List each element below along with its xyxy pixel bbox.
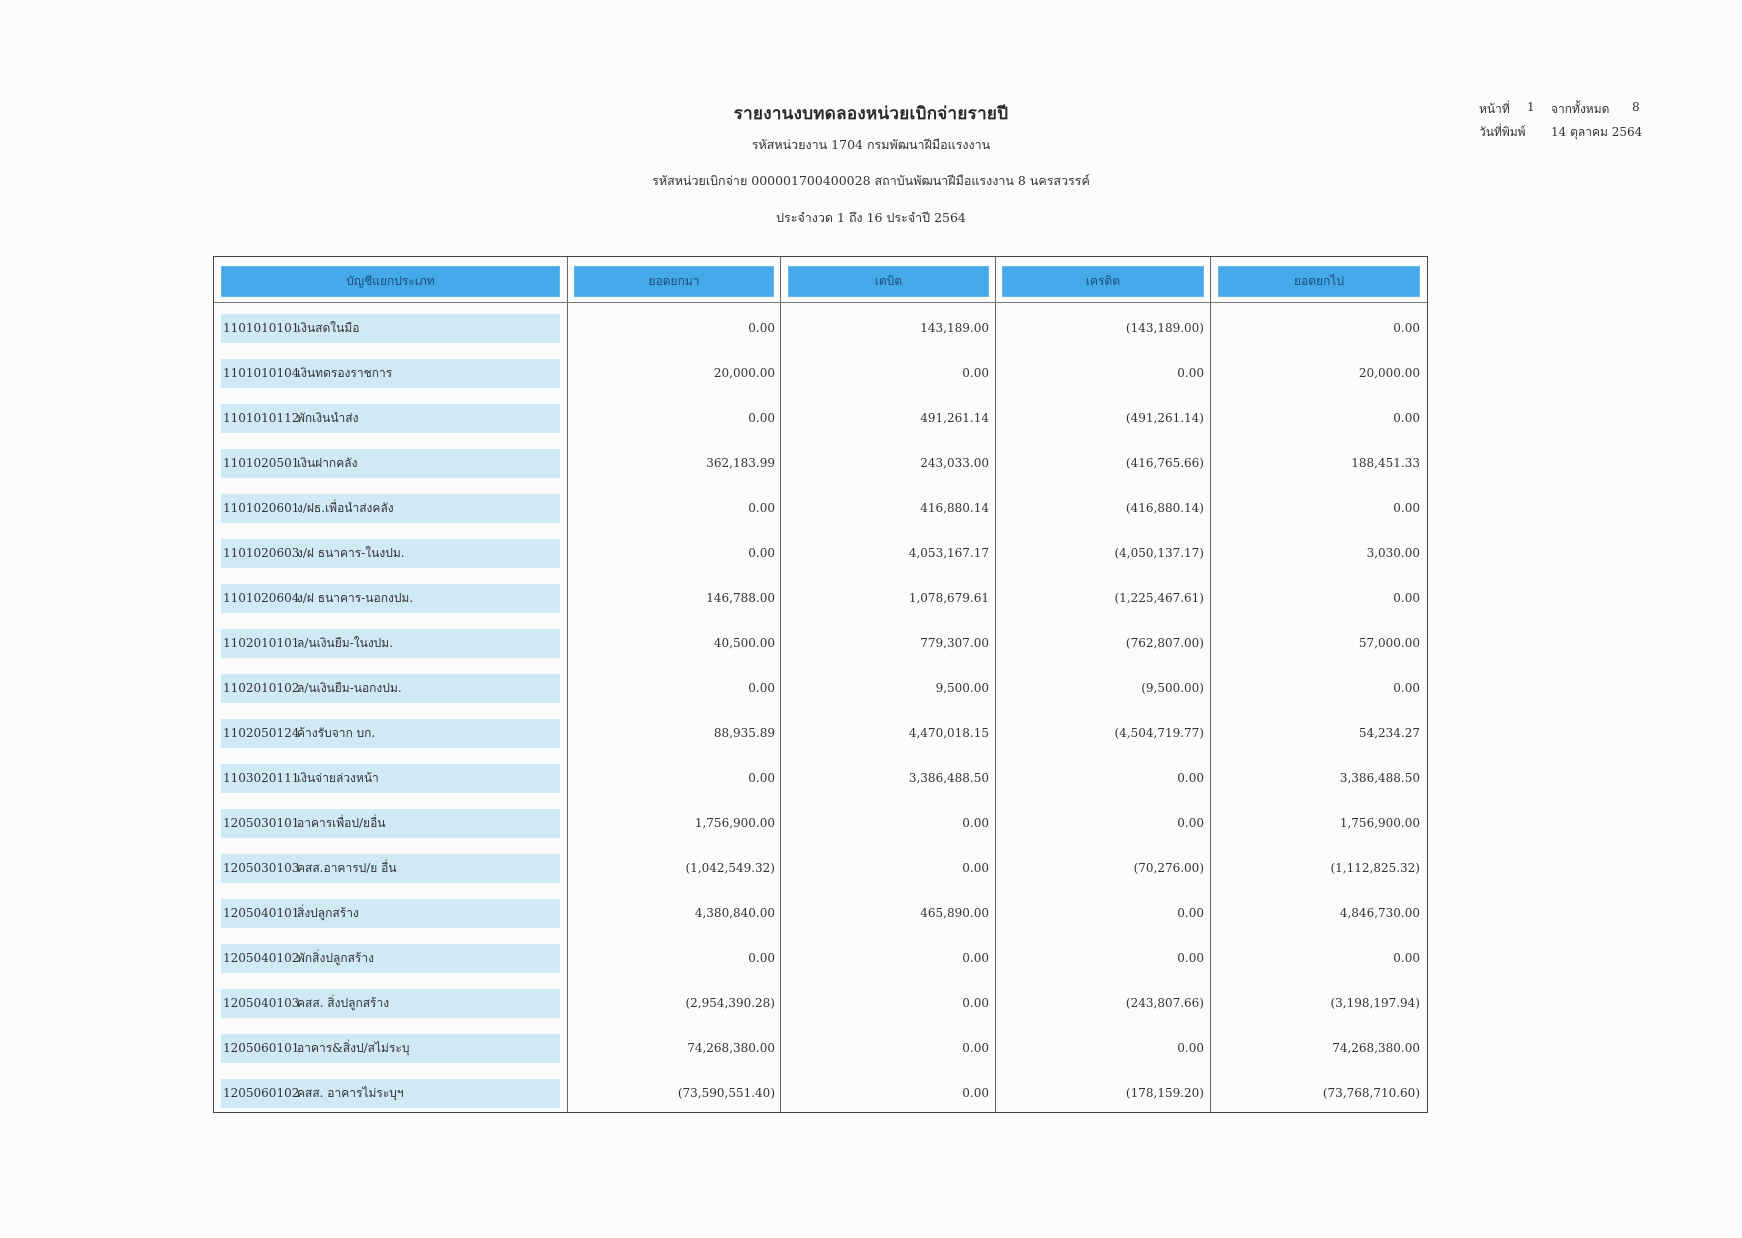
account-cell xyxy=(223,359,392,388)
page-label: หน้าที่ xyxy=(1479,102,1510,116)
account-code: 1205040103 xyxy=(223,996,300,1010)
cell-debit: 1,078,679.61 xyxy=(908,591,989,605)
cell-credit: (243,807.66) xyxy=(1125,996,1204,1010)
account-code: 1205060102 xyxy=(223,1086,300,1100)
cell-credit: (1,225,467.61) xyxy=(1114,591,1204,605)
account-name: คสส. อาคารไม่ระบุฯ xyxy=(297,1086,404,1100)
page-number: 1 xyxy=(1527,100,1535,114)
cell-debit: 3,386,488.50 xyxy=(908,771,989,785)
account-code: 1102010101 xyxy=(223,636,300,650)
cell-brought-forward: (73,590,551.40) xyxy=(677,1086,775,1100)
cell-credit: (491,261.14) xyxy=(1125,411,1204,425)
cell-carried-forward: 0.00 xyxy=(1393,591,1420,605)
cell-debit: 243,033.00 xyxy=(920,456,989,470)
cell-credit: (762,807.00) xyxy=(1125,636,1204,650)
cell-brought-forward: 0.00 xyxy=(748,771,775,785)
account-name: คสส.อาคารป/ย อื่น xyxy=(297,861,397,875)
agency-line: รหัสหน่วยงาน 1704 กรมพัฒนาฝีมือแรงงาน xyxy=(751,137,991,152)
print-date-label: วันที่พิมพ์ xyxy=(1479,125,1526,139)
period-line: ประจำงวด 1 ถึง 16 ประจำปี 2564 xyxy=(776,210,966,225)
cell-brought-forward: 74,268,380.00 xyxy=(687,1041,775,1055)
account-code: 1205030103 xyxy=(223,861,300,875)
account-code: 1101020601 xyxy=(223,501,300,515)
cell-credit: 0.00 xyxy=(1177,951,1204,965)
account-name: ค้างรับจาก บก. xyxy=(297,726,376,740)
cell-debit: 0.00 xyxy=(962,366,989,380)
account-code: 1102010102 xyxy=(223,681,300,695)
cell-debit: 0.00 xyxy=(962,1086,989,1100)
account-cell xyxy=(223,539,405,568)
cell-brought-forward: 0.00 xyxy=(748,546,775,560)
cell-brought-forward: (1,042,549.32) xyxy=(685,861,775,875)
cell-carried-forward: (1,112,825.32) xyxy=(1330,861,1420,875)
account-cell xyxy=(223,989,389,1018)
cell-debit: 491,261.14 xyxy=(920,411,989,425)
account-cell xyxy=(223,764,379,793)
account-code: 1102050124 xyxy=(223,726,300,740)
cell-carried-forward: 4,846,730.00 xyxy=(1339,906,1420,920)
cell-brought-forward: 0.00 xyxy=(748,411,775,425)
cell-carried-forward: 20,000.00 xyxy=(1358,366,1420,380)
cell-brought-forward: 40,500.00 xyxy=(713,636,775,650)
account-code: 1205040102 xyxy=(223,951,300,965)
account-cell xyxy=(223,629,393,658)
total-pages-label: จากทั้งหมด xyxy=(1551,102,1610,116)
total-pages: 8 xyxy=(1632,100,1640,114)
cell-carried-forward: 0.00 xyxy=(1393,321,1420,335)
cell-credit: (416,880.14) xyxy=(1125,501,1204,515)
cell-brought-forward: 0.00 xyxy=(748,951,775,965)
account-code: 1205030101 xyxy=(223,816,300,830)
cell-debit: 0.00 xyxy=(962,861,989,875)
column-divider xyxy=(567,257,568,1112)
cell-credit: (70,276.00) xyxy=(1133,861,1204,875)
cell-carried-forward: 1,756,900.00 xyxy=(1339,816,1420,830)
account-cell xyxy=(223,1034,409,1063)
header-rule xyxy=(214,302,1427,303)
account-cell xyxy=(223,584,413,613)
cell-credit: 0.00 xyxy=(1177,1041,1204,1055)
cell-debit: 0.00 xyxy=(962,996,989,1010)
cell-credit: 0.00 xyxy=(1177,771,1204,785)
account-name: สิ่งปลูกสร้าง xyxy=(297,906,359,920)
cell-carried-forward: 0.00 xyxy=(1393,681,1420,695)
cell-credit: (9,500.00) xyxy=(1141,681,1204,695)
account-name: อาคารเพื่อป/ยอื่น xyxy=(297,816,386,830)
cell-debit: 4,053,167.17 xyxy=(908,546,989,560)
account-name: อาคาร&สิ่งป/สไม่ระบุ xyxy=(297,1041,410,1055)
account-code: 1101010112 xyxy=(223,411,300,425)
account-code: 1101020603 xyxy=(223,546,300,560)
column-divider xyxy=(1210,257,1211,1112)
print-date: 14 ตุลาคม 2564 xyxy=(1551,125,1643,139)
account-cell xyxy=(223,404,358,433)
cell-credit: (4,504,719.77) xyxy=(1114,726,1204,740)
report-title: รายงานงบทดลองหน่วยเบิกจ่ายรายปี xyxy=(733,104,1009,124)
cell-credit: 0.00 xyxy=(1177,816,1204,830)
cell-brought-forward: 88,935.89 xyxy=(713,726,775,740)
account-name: ง/ฝ ธนาคาร-นอกงปม. xyxy=(297,591,414,605)
account-cell xyxy=(223,449,357,478)
account-cell xyxy=(223,899,359,928)
cell-brought-forward: 362,183.99 xyxy=(706,456,775,470)
account-cell xyxy=(223,854,397,883)
cell-brought-forward: 146,788.00 xyxy=(706,591,775,605)
cell-carried-forward: 0.00 xyxy=(1393,951,1420,965)
cell-carried-forward: 0.00 xyxy=(1393,501,1420,515)
header-brought-forward: ยอดยกมา xyxy=(574,266,774,297)
cell-debit: 0.00 xyxy=(962,1041,989,1055)
account-code: 1101010104 xyxy=(223,366,300,380)
account-cell xyxy=(223,1079,404,1108)
cell-credit: 0.00 xyxy=(1177,906,1204,920)
account-name: ง/ฝ ธนาคาร-ในงปม. xyxy=(297,546,405,560)
account-cell xyxy=(223,944,374,973)
cell-brought-forward: (2,954,390.28) xyxy=(685,996,775,1010)
cell-carried-forward: 54,234.27 xyxy=(1358,726,1420,740)
trial-balance-table xyxy=(213,256,1428,1113)
cell-carried-forward: (3,198,197.94) xyxy=(1330,996,1420,1010)
cell-credit: (416,765.66) xyxy=(1125,456,1204,470)
cell-carried-forward: (73,768,710.60) xyxy=(1322,1086,1420,1100)
cell-credit: (178,159.20) xyxy=(1125,1086,1204,1100)
account-name: เงินทดรองราชการ xyxy=(297,366,393,380)
account-code: 1101020604 xyxy=(223,591,300,605)
account-cell xyxy=(223,674,402,703)
cell-credit: (143,189.00) xyxy=(1125,321,1204,335)
account-name: คสส. สิ่งปลูกสร้าง xyxy=(297,996,390,1010)
cell-carried-forward: 3,386,488.50 xyxy=(1339,771,1420,785)
cell-carried-forward: 3,030.00 xyxy=(1366,546,1420,560)
account-cell xyxy=(223,809,385,838)
cell-brought-forward: 20,000.00 xyxy=(713,366,775,380)
account-cell xyxy=(223,314,359,343)
cell-debit: 465,890.00 xyxy=(920,906,989,920)
cell-brought-forward: 4,380,840.00 xyxy=(694,906,775,920)
account-name: ล/นเงินยืม-นอกงปม. xyxy=(297,681,402,695)
cell-carried-forward: 74,268,380.00 xyxy=(1332,1041,1420,1055)
cell-debit: 4,470,018.15 xyxy=(908,726,989,740)
cell-debit: 0.00 xyxy=(962,816,989,830)
account-cell xyxy=(223,494,394,523)
cell-debit: 9,500.00 xyxy=(935,681,989,695)
cell-brought-forward: 1,756,900.00 xyxy=(694,816,775,830)
cell-brought-forward: 0.00 xyxy=(748,321,775,335)
cell-debit: 0.00 xyxy=(962,951,989,965)
cell-credit: 0.00 xyxy=(1177,366,1204,380)
header-account: บัญชีแยกประเภท xyxy=(221,266,560,297)
account-name: ล/นเงินยืม-ในงปม. xyxy=(297,636,394,650)
cell-carried-forward: 57,000.00 xyxy=(1358,636,1420,650)
disbursing-unit-line: รหัสหน่วยเบิกจ่าย 000001700400028 สถาบันพัฒนาฝีมือแรงงาน 8 นครสวรรค์ xyxy=(652,173,1090,188)
account-code: 1101020501 xyxy=(223,456,300,470)
header-carried-forward: ยอดยกไป xyxy=(1218,266,1420,297)
cell-carried-forward: 188,451.33 xyxy=(1351,456,1420,470)
cell-brought-forward: 0.00 xyxy=(748,501,775,515)
account-cell xyxy=(223,719,375,748)
cell-debit: 416,880.14 xyxy=(920,501,989,515)
account-name: เงินฝากคลัง xyxy=(297,456,358,470)
cell-credit: (4,050,137.17) xyxy=(1114,546,1204,560)
account-name: เงินจ่ายล่วงหน้า xyxy=(297,771,379,785)
account-code: 1101010101 xyxy=(223,321,300,335)
account-code: 1205060101 xyxy=(223,1041,300,1055)
header-credit: เครดิต xyxy=(1002,266,1204,297)
cell-carried-forward: 0.00 xyxy=(1393,411,1420,425)
cell-brought-forward: 0.00 xyxy=(748,681,775,695)
cell-debit: 779,307.00 xyxy=(920,636,989,650)
account-name: พักเงินนำส่ง xyxy=(297,411,359,425)
account-code: 1205040101 xyxy=(223,906,300,920)
account-name: เงินสดในมือ xyxy=(297,321,360,335)
column-divider xyxy=(780,257,781,1112)
account-name: พักสิ่งปลูกสร้าง xyxy=(297,951,374,965)
column-divider xyxy=(995,257,996,1112)
account-code: 1103020111 xyxy=(223,771,300,785)
header-debit: เดบิต xyxy=(788,266,989,297)
account-name: ง/ฝธ.เพื่อนำส่งคลัง xyxy=(297,501,394,515)
cell-debit: 143,189.00 xyxy=(920,321,989,335)
